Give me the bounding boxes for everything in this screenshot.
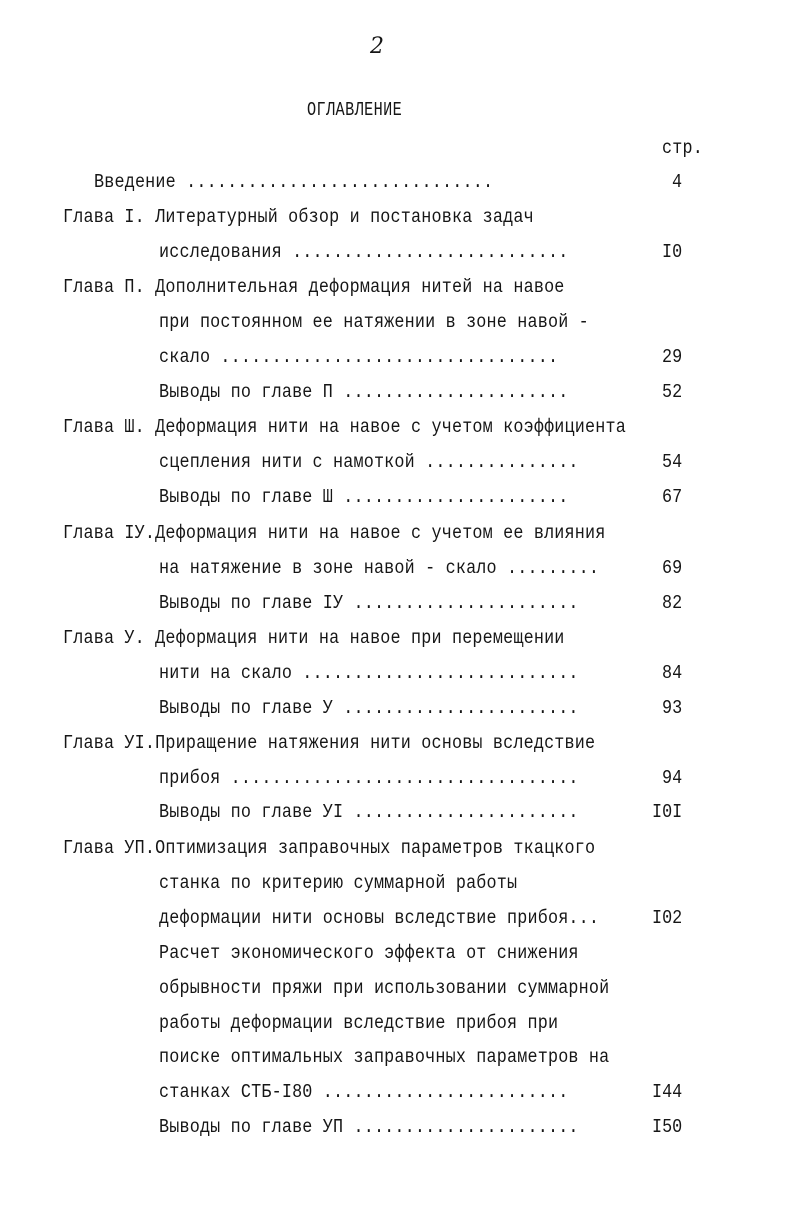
toc-page: I02	[652, 907, 683, 929]
toc-page: 4	[672, 171, 683, 193]
toc-entry: при постоянном ее натяжении в зоне навой -	[159, 311, 589, 333]
toc-page: 54	[662, 451, 683, 473]
toc-entry: Глава I. Литературный обзор и постановка задач	[63, 206, 534, 228]
toc-entry: Глава УП.Оптимизация заправочных параметров ткацкого	[63, 837, 596, 859]
toc-page: 29	[662, 346, 683, 368]
toc-page: I0	[662, 241, 683, 263]
toc-page: 94	[662, 767, 683, 789]
toc-page: 82	[662, 592, 683, 614]
toc-entry: Глава УI.Приращение натяжения нити основы вследствие	[63, 732, 596, 754]
toc-entry: работы деформации вследствие прибоя при	[159, 1012, 559, 1034]
toc-entry: Выводы по главе УI ......................	[159, 801, 579, 823]
toc-entry: деформации нити основы вследствие прибоя...	[159, 907, 600, 929]
toc-entry: Выводы по главе Ш ......................	[159, 486, 569, 508]
toc-entry: Выводы по главе УП ......................	[159, 1116, 579, 1138]
toc-entry: станках СТБ-I80 ........................	[159, 1081, 569, 1103]
toc-entry: Выводы по главе У .......................	[159, 697, 579, 719]
toc-entry: обрывности пряжи при использовании суммарной	[159, 977, 610, 999]
toc-page: 84	[662, 662, 683, 684]
toc-entry: Выводы по главе IУ ......................	[159, 592, 579, 614]
toc-entry: поиске оптимальных заправочных параметров на	[159, 1046, 610, 1068]
toc-page: 93	[662, 697, 683, 719]
toc-entry: прибоя ..................................	[159, 767, 579, 789]
page-column-header: стр.	[662, 137, 703, 159]
toc-page: I50	[652, 1116, 683, 1138]
toc-entry: Выводы по главе П ......................	[159, 381, 569, 403]
toc-entry: Глава П. Дополнительная деформация нитей на навое	[63, 276, 565, 298]
toc-entry: скало .................................	[159, 346, 559, 368]
toc-entry: Введение ..............................	[94, 171, 494, 193]
toc-entry: исследования ...........................	[159, 241, 569, 263]
toc-entry: Расчет экономического эффекта от снижения	[159, 942, 579, 964]
toc-page: I44	[652, 1081, 683, 1103]
toc-entry: Глава У. Деформация нити на навое при перемещении	[63, 627, 565, 649]
toc-title: ОГЛАВЛЕНИЕ	[307, 99, 403, 121]
toc-entry: станка по критерию суммарной работы	[159, 872, 518, 894]
toc-entry: сцепления нити с намоткой ...............	[159, 451, 579, 473]
toc-page: 52	[662, 381, 683, 403]
toc-page: 69	[662, 557, 683, 579]
page-number: 2	[370, 34, 384, 59]
toc-entry: Глава Ш. Деформация нити на навое с учетом коэффициента	[63, 416, 626, 438]
toc-entry: нити на скало ...........................	[159, 662, 579, 684]
toc-page: 67	[662, 486, 683, 508]
toc-entry: Глава IУ.Деформация нити на навое с учетом ее влияния	[63, 522, 606, 544]
toc-entry: на натяжение в зоне навой - скало .........	[159, 557, 600, 579]
toc-page: I0I	[652, 801, 683, 823]
